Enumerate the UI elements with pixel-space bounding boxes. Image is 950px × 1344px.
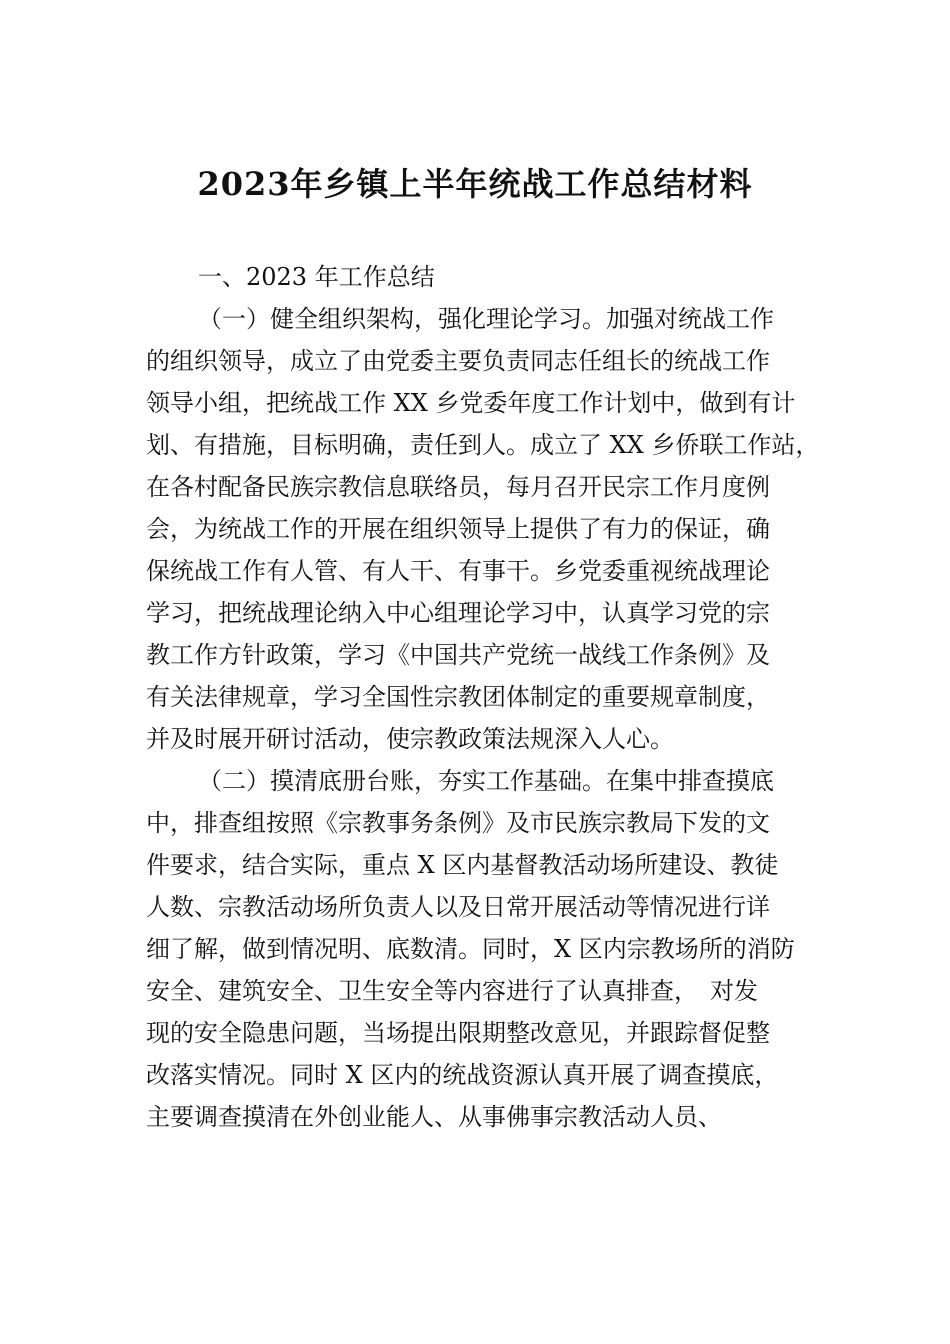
paragraph-line: 中，排查组按照《宗教事务条例》及市民族宗教局下发的文	[146, 809, 770, 837]
paragraph-line: 有关法律规章，学习全国性宗教团体制定的重要规章制度，	[146, 683, 770, 711]
paragraph-line: 主要调查摸清在外创业能人、从事佛事宗教活动人员、	[146, 1103, 722, 1131]
paragraph-line: （一）健全组织架构，强化理论学习。加强对统战工作	[198, 305, 774, 333]
paragraph-line: 安全、建筑安全、卫生安全等内容进行了认真排查， 对发	[146, 977, 758, 1005]
paragraph-line: 学习，把统战理论纳入中心组理论学习中，认真学习党的宗	[146, 599, 770, 627]
paragraph-line: 并及时展开研讨活动，使宗教政策法规深入人心。	[146, 725, 674, 753]
paragraph-line: 会，为统战工作的开展在组织领导上提供了有力的保证，确	[146, 515, 770, 543]
section-heading: 一、2023 年工作总结	[198, 263, 435, 291]
paragraph-line: （二）摸清底册台账，夯实工作基础。在集中排查摸底	[198, 767, 774, 795]
paragraph-line: 人数、宗教活动场所负责人以及日常开展活动等情况进行详	[146, 893, 770, 921]
paragraph-line: 保统战工作有人管、有人干、有事干。乡党委重视统战理论	[146, 557, 770, 585]
paragraph-line: 划、有措施，目标明确，责任到人。成立了 XX 乡侨联工作站，	[146, 431, 820, 459]
paragraph-line: 的组织领导，成立了由党委主要负责同志任组长的统战工作	[146, 347, 770, 375]
paragraph-2	[146, 760, 822, 1138]
paragraph-line: 在各村配备民族宗教信息联络员，每月召开民宗工作月度例	[146, 473, 770, 501]
paragraph-line: 教工作方针政策，学习《中国共产党统一战线工作条例》及	[146, 641, 770, 669]
paragraph-line: 件要求，结合实际，重点 X 区内基督教活动场所建设、教徒	[146, 851, 779, 879]
page-title: 2023年乡镇上半年统战工作总结材料	[197, 165, 753, 203]
paragraph-line: 现的安全隐患问题，当场提出限期整改意见，并跟踪督促整	[146, 1019, 770, 1047]
document-body	[146, 256, 822, 1138]
paragraph-line: 细了解，做到情况明、底数清。同时，X 区内宗教场所的消防	[146, 935, 795, 963]
paragraph-1	[146, 298, 822, 760]
paragraph-line: 改落实情况。同时 X 区内的统战资源认真开展了调查摸底，	[146, 1061, 779, 1089]
paragraph-line: 领导小组，把统战工作 XX 乡党委年度工作计划中，做到有计	[146, 389, 796, 417]
